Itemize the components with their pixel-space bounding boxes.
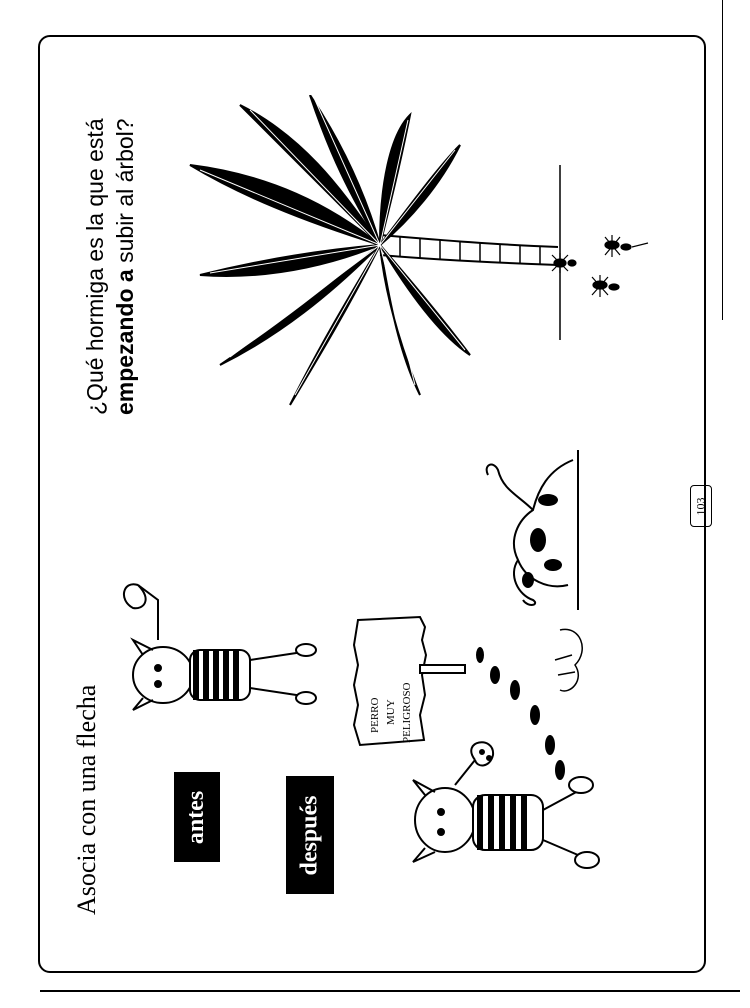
sign-line-1: PERRO xyxy=(369,697,381,733)
label-antes[interactable]: antes xyxy=(174,772,220,862)
label-despues[interactable]: después xyxy=(286,776,334,894)
page-edge xyxy=(722,0,750,320)
palm-tree-with-ants-illustration xyxy=(180,95,660,425)
question-bold: empezando a xyxy=(112,269,138,415)
question-line-1: ¿Qué hormiga es la que está xyxy=(82,118,108,415)
question-rest: subir al árbol? xyxy=(112,118,138,270)
dog-warning-sign xyxy=(350,615,470,750)
footprints-illustration xyxy=(460,620,595,820)
sleeping-dog-illustration xyxy=(478,450,590,610)
cat-with-bundle-illustration xyxy=(118,580,318,720)
activity-title: Asocia con una flecha xyxy=(72,684,101,915)
sign-line-3: PELIGROSO xyxy=(401,682,413,743)
page-bottom-edge xyxy=(40,990,740,992)
question-line-2 xyxy=(112,118,139,415)
page-number: 103 xyxy=(690,485,712,527)
sign-line-2: MUY xyxy=(385,699,397,725)
ants xyxy=(552,235,648,297)
